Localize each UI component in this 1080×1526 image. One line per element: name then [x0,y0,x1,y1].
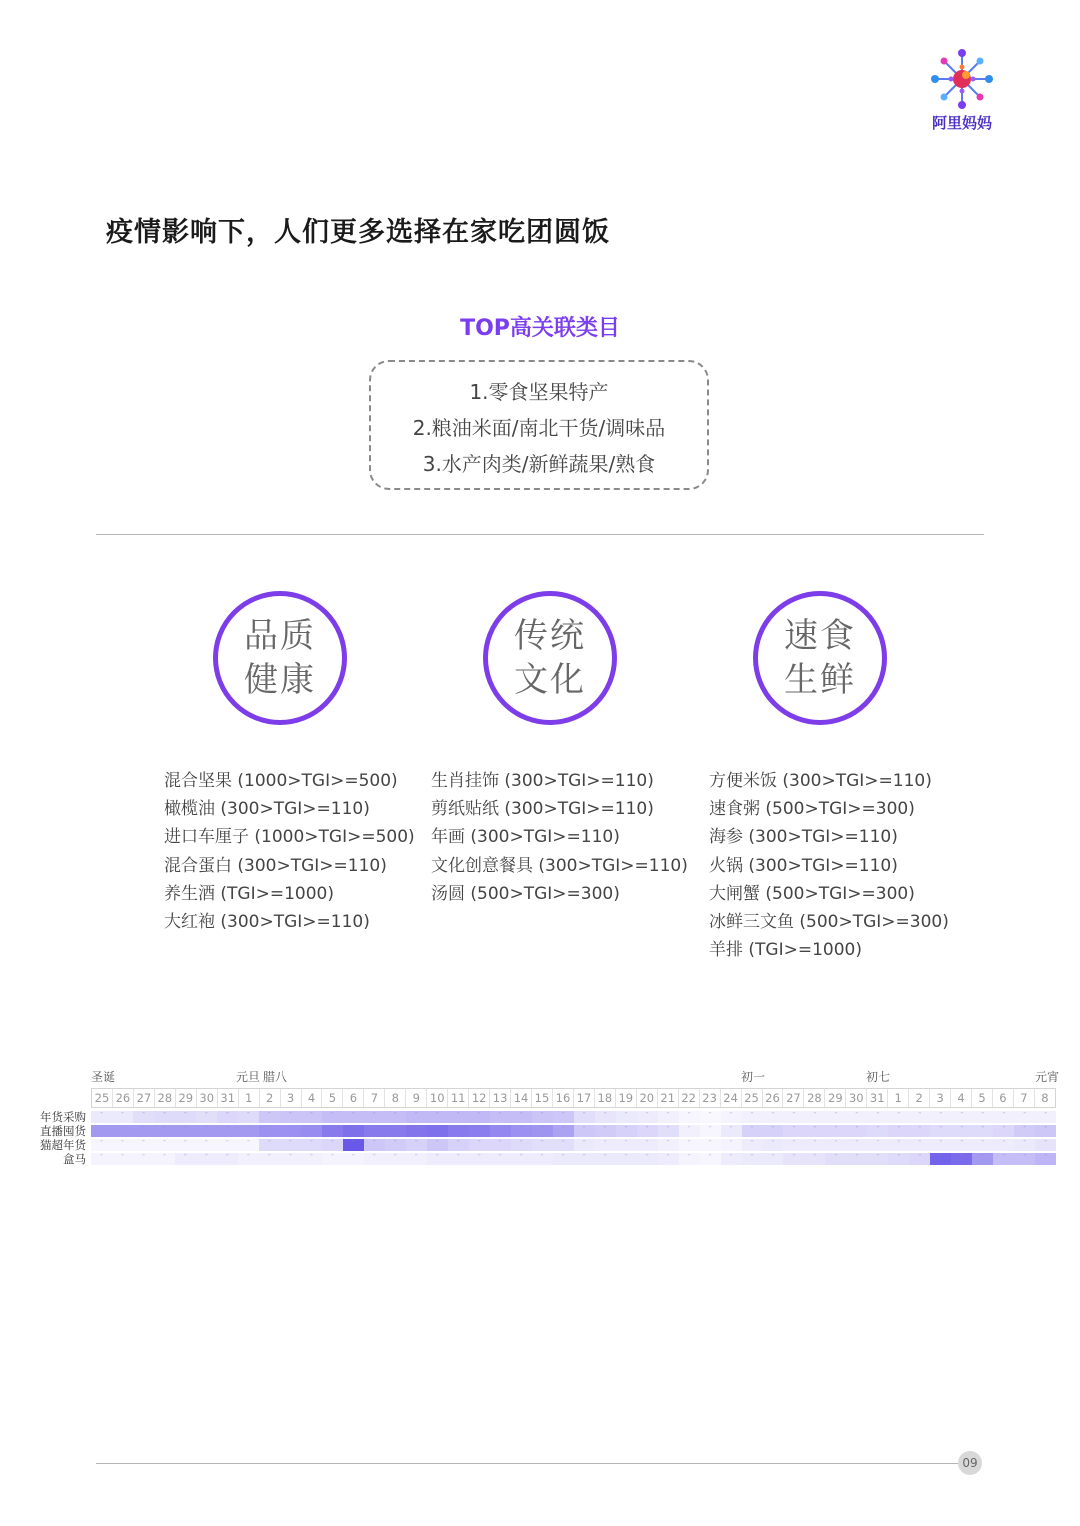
event-label-chuqi: 初七 [866,1070,891,1084]
theme-circle-text: 传统 [514,616,586,656]
heatmap-cell [574,1153,595,1165]
date-cell: 25 [742,1089,763,1107]
date-cell: 2 [909,1089,930,1107]
heatmap-cell [721,1153,742,1165]
list-item: 年画 (300>TGI>=110) [431,827,620,848]
date-cell: 28 [804,1089,825,1107]
heatmap-cell [637,1153,658,1165]
date-cell: 3 [930,1089,951,1107]
list-item: 剪纸贴纸 (300>TGI>=110) [431,799,654,820]
date-cell: 5 [972,1089,993,1107]
heatmap-cell [930,1153,951,1165]
list-item: 混合坚果 (1000>TGI>=500) [164,771,398,791]
heatmap-cell [154,1153,175,1165]
date-cell: 10 [427,1089,448,1107]
date-cell: 25 [92,1089,113,1107]
heatmap-cell [658,1153,679,1165]
theme-circle-text: 速食 [784,616,856,656]
event-label-laba: 腊八 [263,1070,288,1084]
list-item: 生肖挂饰 (300>TGI>=110) [431,771,654,791]
heatmap-cell [175,1153,196,1165]
heatmap-cell [972,1153,993,1165]
heatmap-cell [364,1153,385,1165]
heatmap-cell [825,1153,846,1165]
date-cell: 2 [260,1089,281,1107]
list-item: 养生酒 (TGI>=1000) [164,883,334,904]
event-label-chuyi: 初一 [741,1070,766,1084]
date-cell: 1 [239,1089,260,1107]
date-cell: 9 [406,1089,427,1107]
date-cell: 6 [993,1089,1014,1107]
heatmap-cell [1035,1153,1056,1165]
list-item: 大红袍 (300>TGI>=110) [164,911,370,932]
date-cell: 29 [825,1089,846,1107]
molecule-logo-icon [929,48,995,110]
date-cell: 1 [888,1089,909,1107]
page-headline: 疫情影响下，人们更多选择在家吃团圆饭 [106,217,610,248]
theme-circle-text: 品质 [244,616,316,656]
heatmap-cell [490,1153,511,1165]
theme-list-fastfood-fresh [709,767,949,964]
heatmap-cell [616,1153,637,1165]
list-item: 羊排 (TGI>=1000) [709,940,862,961]
heatmap-row-label: 年货采购 [40,1110,86,1124]
heatmap-cell [196,1153,217,1165]
event-label-yuanxiao: 元宵 [1035,1070,1060,1084]
heatmap-cell [259,1153,280,1165]
heatmap-cell [238,1153,259,1165]
heatmap-cell [280,1153,301,1165]
date-cell: 13 [490,1089,511,1107]
date-cell: 6 [343,1089,364,1107]
heatmap-cell [595,1153,616,1165]
heatmap-cell [385,1153,406,1165]
top-category-item: 3.水产肉类/新鲜蔬果/熟食 [422,452,656,476]
date-cell: 4 [302,1089,323,1107]
date-cell: 21 [658,1089,679,1107]
alimama-logo [918,48,1006,140]
theme-circle-text: 生鲜 [784,660,856,700]
heatmap-cell [511,1153,532,1165]
date-cell: 11 [448,1089,469,1107]
date-cell: 20 [637,1089,658,1107]
heatmap-cell [763,1153,784,1165]
date-cell: 30 [197,1089,218,1107]
heatmap-cell [783,1153,804,1165]
event-label-christmas: 圣诞 [91,1070,116,1084]
heatmap-cell [301,1153,322,1165]
date-cell: 31 [867,1089,888,1107]
heatmap-cell [427,1153,448,1165]
date-cell: 18 [595,1089,616,1107]
list-item: 进口车厘子 (1000>TGI>=500) [164,827,415,848]
date-cell: 22 [679,1089,700,1107]
date-cell: 14 [511,1089,532,1107]
heatmap-cell [217,1153,238,1165]
date-cell: 17 [574,1089,595,1107]
date-cell: 27 [783,1089,804,1107]
event-label-new-year: 元旦 [236,1070,261,1084]
heatmap-cell [846,1153,867,1165]
heatmap-cell [679,1153,700,1165]
heatmap-cell [888,1153,909,1165]
top-category-item: 2.粮油米面/南北干货/调味品 [412,416,666,440]
heatmap-cell [91,1153,112,1165]
heatmap-cell [700,1153,721,1165]
heatmap-date-axis [91,1088,1056,1108]
theme-circle-text: 文化 [514,660,586,700]
theme-list-quality-health [164,767,415,936]
date-cell: 12 [469,1089,490,1107]
heatmap-cell [343,1153,364,1165]
heatmap-row-label: 直播囤货 [40,1124,86,1138]
theme-circle-traditional-culture [483,591,617,725]
date-cell: 23 [700,1089,721,1107]
heatmap-row-label: 猫超年货 [40,1138,86,1152]
date-cell: 7 [364,1089,385,1107]
heatmap-cell [951,1153,972,1165]
heatmap-cell [322,1153,343,1165]
date-cell: 15 [532,1089,553,1107]
theme-circle-text: 健康 [244,660,316,700]
heatmap-cell [133,1153,154,1165]
date-cell: 5 [322,1089,343,1107]
heatmap-cell [112,1153,133,1165]
heatmap-cell [993,1153,1014,1165]
date-cell: 24 [721,1089,742,1107]
heatmap-cell [469,1153,490,1165]
date-cell: 26 [113,1089,134,1107]
list-item: 大闸蟹 (500>TGI>=300) [709,883,915,904]
date-cell: 7 [1014,1089,1035,1107]
date-cell: 8 [385,1089,406,1107]
list-item: 海参 (300>TGI>=110) [709,827,898,848]
list-item: 速食粥 (500>TGI>=300) [709,799,915,820]
date-cell: 19 [616,1089,637,1107]
theme-circle-quality-health [213,591,347,725]
footer-divider [96,1463,958,1464]
theme-list-traditional-culture [431,767,688,908]
heatmap-row-hema [91,1153,1056,1165]
date-cell: 26 [763,1089,784,1107]
top-categories-title: TOP高关联类目 [460,316,620,341]
date-cell: 16 [553,1089,574,1107]
list-item: 混合蛋白 (300>TGI>=110) [164,855,387,876]
heatmap-cell [742,1153,763,1165]
list-item: 文化创意餐具 (300>TGI>=110) [431,855,688,876]
heatmap-cell [406,1153,427,1165]
heatmap-cell [448,1153,469,1165]
list-item: 方便米饭 (300>TGI>=110) [709,771,932,791]
date-cell: 28 [155,1089,176,1107]
heatmap-cell [532,1153,553,1165]
heatmap-cell [909,1153,930,1165]
heatmap-cell [553,1153,574,1165]
heatmap-cell [804,1153,825,1165]
page-number: 09 [958,1451,982,1475]
top-category-item: 1.零食坚果特产 [469,380,609,404]
date-cell: 27 [134,1089,155,1107]
heatmap-cell [1014,1153,1035,1165]
list-item: 冰鲜三文鱼 (500>TGI>=300) [709,911,949,932]
top-categories-box [369,360,709,490]
theme-circle-fastfood-fresh [753,591,887,725]
list-item: 汤圆 (500>TGI>=300) [431,883,620,904]
section-divider [96,534,984,535]
date-cell: 4 [951,1089,972,1107]
date-cell: 3 [281,1089,302,1107]
logo-text: 阿里妈妈 [931,114,992,132]
date-cell: 29 [176,1089,197,1107]
list-item: 橄榄油 (300>TGI>=110) [164,799,370,820]
date-cell: 8 [1041,1091,1049,1105]
heatmap-row-label: 盒马 [63,1152,86,1166]
heatmap-cell [867,1153,888,1165]
list-item: 火锅 (300>TGI>=110) [709,855,898,876]
date-cell: 31 [218,1089,239,1107]
date-cell: 30 [846,1089,867,1107]
